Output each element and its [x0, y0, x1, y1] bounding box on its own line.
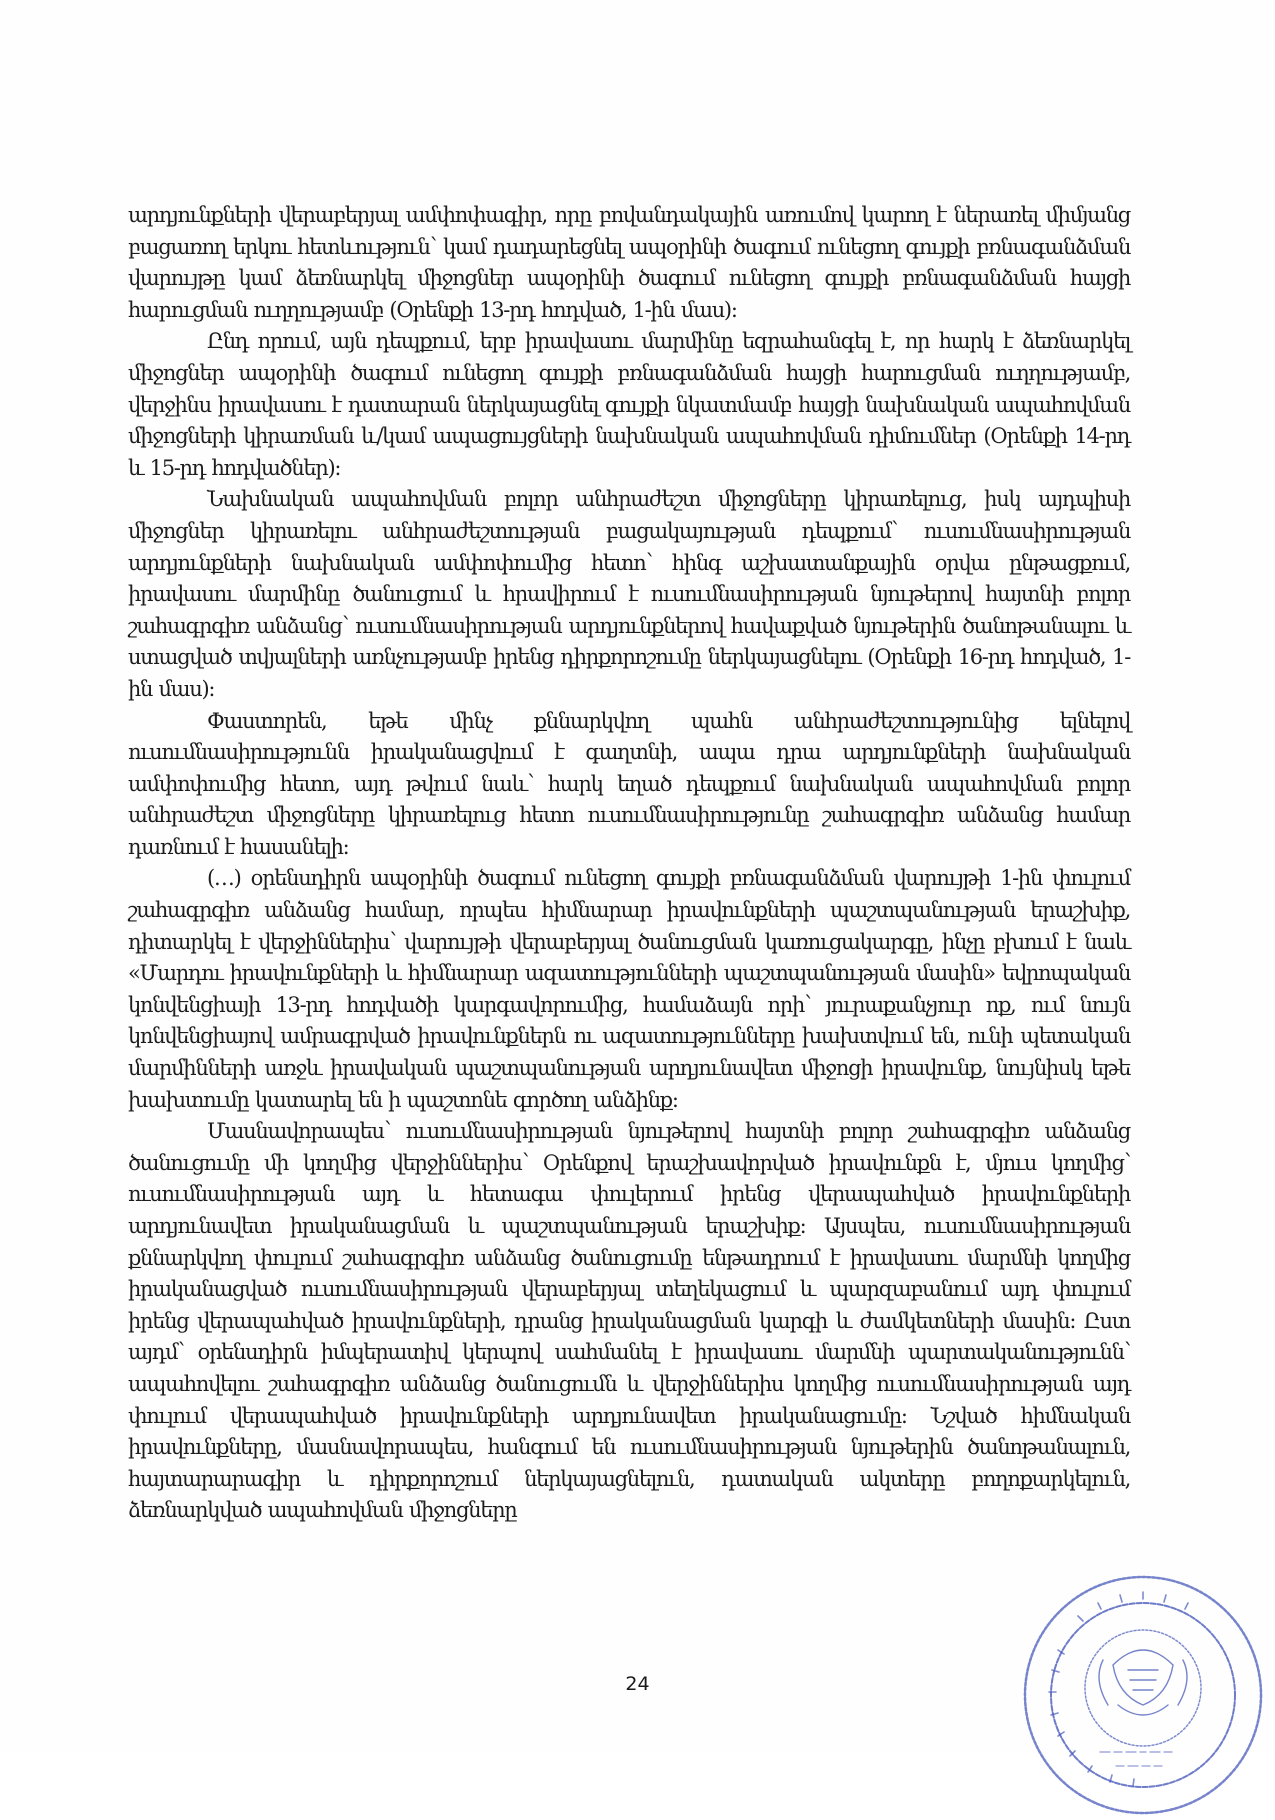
stamp-bottom-text: [1100, 1752, 1172, 1766]
stamp-inner-ring: [1051, 1603, 1235, 1787]
paragraph-1: արդյունքների վերաբերյալ ամփոփագիր, որը բովանդակային առումով կարող է ներառել միմյանց բացառող երկու հետևություն՝ կամ դադարեցնել ապօրինի ծագում ունեցող գույքի բռնագանձման վարույթը կամ ձեռնարկել միջոցներ ապօրինի ծագում ունեցող գույքի բռնագանձման հայցի հարուցման ուղղությամբ (Օրենքի 13-րդ հոդված, 1-ին մաս):: [128, 203, 1130, 322]
document-body: [128, 200, 1130, 1527]
paragraph-6: Մասնավորապես՝ ուսումնասիրության նյութերով հայտնի բոլոր շահագրգիռ անձանց ծանուցումը մի կողմից վերջիններիս՝ Օրենքով երաշխավորված իրավունքն է, մյուս կողմից՝ ուսումնասիրության այդ և հետագա փուլերում իրենց վերապահված իրավունքների արդյունավետ իրականացման և պաշտպանության երաշխիք: Այսպես, ուսումնասիրության քննարկվող փուլում շահագրգիռ անձանց ծանուցումը ենթադրում է իրավասու մարմնի կողմից իրականացված ուսումնասիրության վերաբերյալ տեղեկացում և պարզաբանում այդ փուլում իրենց վերապահված իրավունքների, դրանց իրականացման կարգի և ժամկետների մասին: Ըստ այդմ՝ օրենսդիրն իմպերատիվ կերպով սահմանել է իրավասու մարմնի պարտականությունն՝ ապահովելու շահագրգիռ անձանց ծանուցումն և վերջիններիս կողմից ուսումնասիրության այդ փուլում վերապահված իրավունքների արդյունավետ իրականացումը: Նշված հիմնական իրավունքները, մասնավորապես, հանգում են ուսումնասիրության նյութերին ծանոթանալուն, հայտարարագիր և դիրքորոշում ներկայացնելուն, դատական ակտերը բողոքարկելուն, ձեռնարկված ապահովման միջոցները: [128, 1119, 1130, 1523]
paragraph-5: (…) օրենսդիրն ապօրինի ծագում ունեցող գույքի բռնագանձման վարույթի 1-ին փուլում շահագրգիռ անձանց համար, որպես հիմնարար իրավունքների պաշտպանության երաշխիք, դիտարկել է վերջիններիս՝ վարույթի վերաբերյալ ծանուցման կառուցակարգը, ինչը բխում է նաև «Մարդու իրավունքների և հիմնարար ազատությունների պաշտպանության մասին» եվրոպական կոնվենցիայի 13-րդ հոդվածի կարգավորումից, համաձայն որի՝ յուրաքանչյուր ոք, ում նույն կոնվենցիայով ամրագրված իրավունքներն ու ազատությունները խախտվում են, ունի պետական մարմինների առջև իրավական պաշտպանության արդյունավետ միջոցի իրավունք, նույնիսկ եթե խախտումը կատարել են ի պաշտոնե գործող անձինք:: [128, 866, 1130, 1112]
paragraph-4: Փաստորեն, եթե մինչ քննարկվող պահն անհրաժեշտությունից ելնելով ուսումնասիրությունն իրականացվում է գաղտնի, ապա դրա արդյունքների նախնական ամփոփումից հետո, այդ թվում նաև՝ հարկ եղած դեպքում նախնական ապահովման բոլոր անհրաժեշտ միջոցները կիրառելուց հետո ուսումնասիրությունը շահագրգիռ անձանց համար դառնում է հասանելի:: [128, 708, 1130, 859]
paragraph-2: Ընդ որում, այն դեպքում, երբ իրավասու մարմինը եզրահանգել է, որ հարկ է ձեռնարկել միջոցներ ապօրինի ծագում ունեցող գույքի բռնագանձման հայցի հարուցման ուղղությամբ, վերջինս իրավասու է դատարան ներկայացնել գույքի նկատմամբ հայցի նախնական ապահովման միջոցների կիրառման և/կամ ապացույցների նախնական ապահովման դիմումներ (Օրենքի 14-րդ և 15-րդ հոդվածներ):: [128, 329, 1130, 480]
page-number: 24: [625, 1673, 650, 1695]
paragraph-3: Նախնական ապահովման բոլոր անհրաժեշտ միջոցները կիրառելուց, իսկ այդպիսի միջոցներ կիրառելու անհրաժեշտության բացակայության դեպքում՝ ուսումնասիրության արդյունքների նախնական ամփոփումից հետո՝ հինգ աշխատանքային օրվա ընթացքում, իրավասու մարմինը ծանուցում և հրավիրում է ուսումնասիրության նյութերով հայտնի բոլոր շահագրգիռ անձանց՝ ուսումնասիրության արդյունքներով հավաքված նյութերին ծանոթանալու և ստացված տվյալների առնչությամբ իրենց դիրքորոշումը ներկայացնելու (Օրենքի 16-րդ հոդված, 1-ին մաս):: [128, 487, 1130, 701]
official-seal-stamp-icon: [1018, 1570, 1268, 1820]
stamp-outer-ring: [1025, 1577, 1261, 1813]
